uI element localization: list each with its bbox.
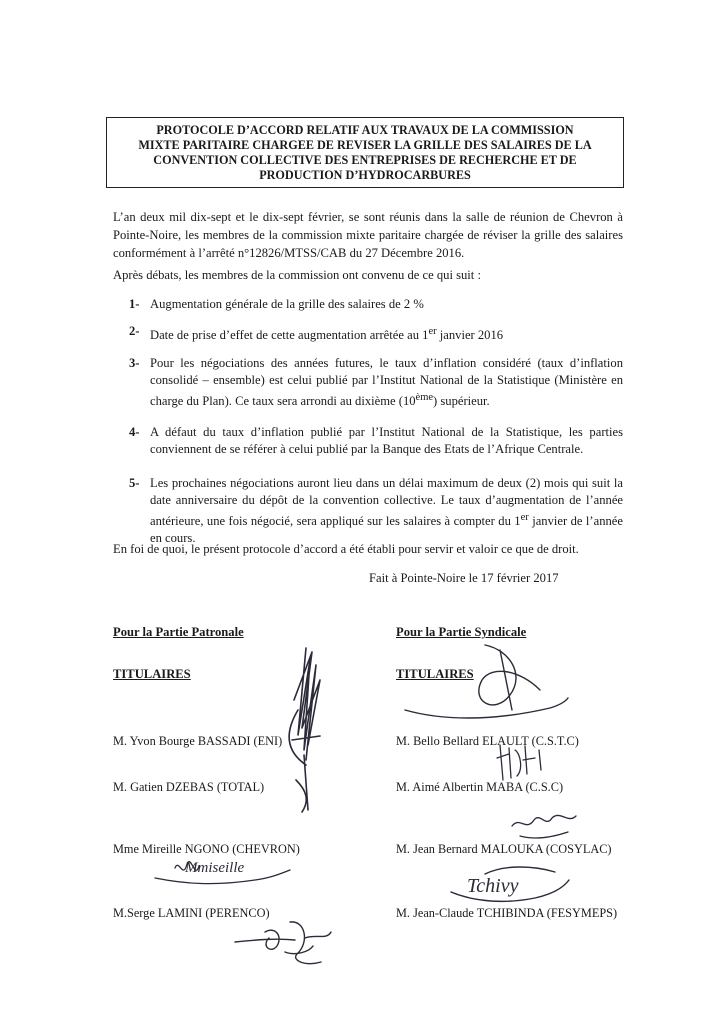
- signature-elault: [400, 630, 570, 725]
- list-item-text: A défaut du taux d’inflation publié par l’Institut National de la Statistique, les parties conviennent de se référer à celui publié par la Banque des Etats de l’Afrique Centrale.: [150, 425, 623, 456]
- list-item-text: [150, 355, 623, 410]
- union-party-heading: Pour la Partie Syndicale: [396, 625, 527, 639]
- list-item-text: [150, 323, 623, 344]
- list-item-number: 5-: [129, 476, 140, 490]
- title-line-2: MIXTE PARITAIRE CHARGEE DE REVISER LA GRILLE DES SALAIRES DE LA: [138, 137, 592, 152]
- title-line-1: PROTOCOLE D’ACCORD RELATIF AUX TRAVAUX DE LA COMMISSION: [156, 122, 574, 137]
- signatory-name: M. Jean-Claude TCHIBINDA (FESYMEPS): [396, 906, 618, 920]
- title-line-4: PRODUCTION D’HYDROCARBURES: [259, 167, 471, 182]
- list-item-text: Augmentation générale de la grille des salaires de 2 %: [150, 297, 424, 311]
- signatory-name: M. Jean Bernard MALOUKA (COSYLAC): [396, 842, 612, 856]
- signatory-name: M. Bello Bellard ELAULT (C.S.T.C): [396, 734, 579, 748]
- debate-paragraph: Après débats, les membres de la commission ont convenu de ce qui suit :: [113, 268, 481, 282]
- employer-titulaires-heading: TITULAIRES: [113, 667, 191, 681]
- signature-tchibinda: [445, 862, 575, 912]
- text-part: Date de prise d’effet de cette augmentation arrêtée au 1: [150, 328, 429, 343]
- text-part: janvier 2016: [436, 328, 504, 343]
- place-and-date: Fait à Pointe-Noire le 17 février 2017: [369, 571, 559, 585]
- list-item-number: 1-: [129, 297, 140, 311]
- signature-lamini: [235, 912, 345, 972]
- handwritten-text: Tchivy: [467, 875, 519, 897]
- signature-bassadi-dzebas: [276, 640, 336, 815]
- document-title: [138, 123, 591, 183]
- signature-ngono: [155, 850, 295, 890]
- list-item-text: [150, 475, 623, 547]
- employer-party-heading: Pour la Partie Patronale: [113, 625, 244, 639]
- superscript: ème: [415, 392, 434, 403]
- text-part: Les prochaines négociations auront lieu dans un délai maximum de deux (2) mois qui suit la date anniversaire du dépôt de la convention collective. Le taux d’augmentation de l’année antérieure, une fois négocié, sera appliqué sur les salaires à compter du 1: [150, 476, 623, 529]
- signatory-name: M. Yvon Bourge BASSADI (ENI): [113, 734, 283, 748]
- text-part: Pour les négociations des années futures, le taux d’inflation considéré (taux d’inflation consolidé – ensemble) est celui publié par l’Institut National de la Statistique (Ministère en charge du Plan). Ce taux sera arrondi au dixième (10: [150, 356, 623, 409]
- handwritten-text: Mmiseille: [185, 860, 245, 876]
- list-item-number: 2-: [129, 324, 140, 338]
- union-titulaires-heading: TITULAIRES: [396, 667, 474, 681]
- text-part: ) supérieur.: [433, 394, 490, 409]
- superscript: er: [520, 512, 529, 523]
- signature-malouka: [510, 806, 580, 846]
- signatory-name: M.Serge LAMINI (PERENCO): [113, 906, 270, 920]
- text-part: janvier de l’année en cours.: [150, 514, 623, 546]
- signature-maba: [495, 740, 565, 785]
- list-item-number: 4-: [129, 425, 140, 439]
- superscript: er: [428, 326, 437, 337]
- closing-statement: En foi de quoi, le présent protocole d’accord a été établi pour servir et valoir ce que de droit.: [113, 542, 579, 556]
- document-title-box: [106, 117, 624, 188]
- signatory-name: M. Aimé Albertin MABA (C.S.C): [396, 780, 564, 794]
- signatory-name: M. Gatien DZEBAS (TOTAL): [113, 780, 265, 794]
- list-item-number: 3-: [129, 356, 140, 370]
- intro-paragraph: L’an deux mil dix-sept et le dix-sept février, se sont réunis dans la salle de réunion de Chevron à Pointe-Noire, les membres de la commission mixte paritaire chargée de réviser la grille des salaires conformément à l’arrêté n°12826/MTSS/CAB du 27 Décembre 2016.: [113, 210, 623, 260]
- signatory-name: Mme Mireille NGONO (CHEVRON): [113, 842, 300, 856]
- title-line-3: CONVENTION COLLECTIVE DES ENTREPRISES DE RECHERCHE ET DE: [153, 152, 577, 167]
